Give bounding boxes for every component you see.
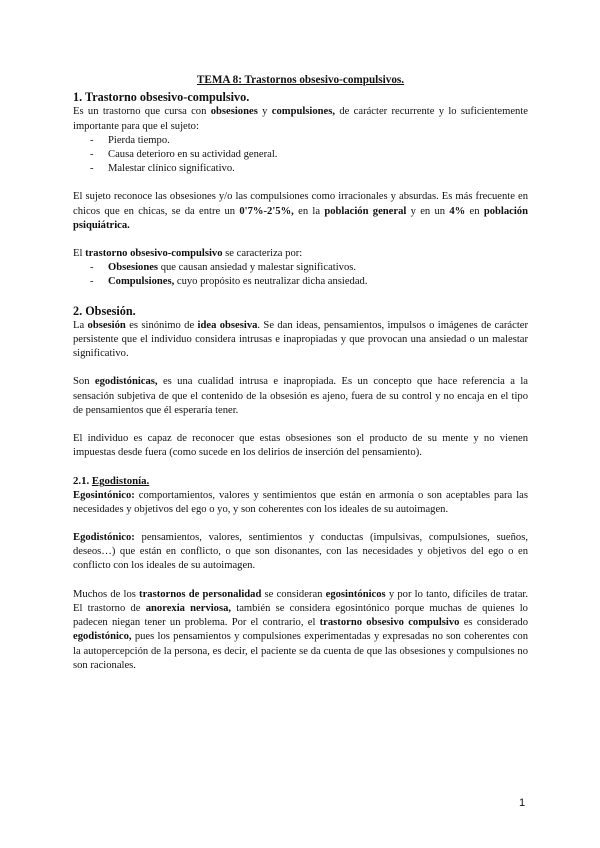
list-item: - Compulsiones, cuyo propósito es neutralizar dicha ansiedad. xyxy=(90,275,528,289)
section-2-1-heading: 2.1. Egodistonía. xyxy=(73,475,150,488)
list-item: - Causa deterioro en su actividad general. xyxy=(90,148,528,162)
list-item: - Malestar clínico significativo. xyxy=(90,162,528,176)
consequences-list xyxy=(73,134,528,177)
section-2-heading: 2. Obsesión. xyxy=(73,303,136,318)
section-2-paragraph-1: La obsesión es sinónimo de idea obsesiva. Se dan ideas, pensamientos, impulsos o imágenes de carácter persistente que el individuo considera intrusas e inapropiadas y que provocan una ansiedad o un malestar significativo. xyxy=(73,319,529,360)
section-1-heading: 1. Trastorno obsesivo-compulsivo. xyxy=(73,90,250,105)
document-title: TEMA 8: Trastornos obsesivo-compulsivos. xyxy=(196,74,405,86)
section-1-paragraph-3: El trastorno obsesivo-compulsivo se caracteriza por: xyxy=(73,248,303,260)
personality-disorders-paragraph: Muchos de los trastornos de personalidad se consideran egosintónicos y por lo tanto, difíciles de tratar. El trastorno de anorexia nerviosa, también se considera egosintónico porque muchas de quienes lo padecen niegan tener un problema. Por el contrario, el trastorno obsesivo compulsivo es considerado egodistónico, pues los pensamientos y compulsiones experimentadas y expresadas no son coherentes con la autopercepción de la persona, es decir, el paciente se da cuenta de que las obsesiones y compulsiones no son racionales. xyxy=(73,588,528,671)
list-item: - Pierda tiempo. xyxy=(90,134,528,148)
egosintonico-paragraph: Egosintónico: comportamientos, valores y sentimientos que están en armonía o son aceptables para las necesidades y objetivos del ego o yo, y son coherentes con los ideales de su autoimagen. xyxy=(73,489,528,515)
characteristics-list xyxy=(73,261,528,289)
section-1-paragraph-2: El sujeto reconoce las obsesiones y/o las compulsiones como irracionales y absurdas. Es más frecuente en chicos que en chicas, se da entre un 0'7%-2'5%, en la población general y en un 4% en población psiquiátrica. xyxy=(73,191,528,231)
egodistonico-paragraph: Egodistónico: pensamientos, valores, sentimientos y conductas (impulsivas, compulsiones, sueños, deseos…) que están en conflicto, o que son disonantes, con las necesidades y objetivos del ego o en conflicto con los ideales de su autoimagen. xyxy=(73,532,528,572)
page-number: 1 xyxy=(519,797,526,809)
section-2-paragraph-3: El individuo es capaz de reconocer que estas obsesiones son el producto de su mente y no vienen impuestas desde fuera (como sucede en los delirios de inserción del pensamiento). xyxy=(73,433,528,459)
section-1-paragraph-1: Es un trastorno que cursa con obsesiones y compulsiones, de carácter recurrente y lo suficientemente importante para que el sujeto: xyxy=(73,106,528,132)
document-page xyxy=(73,73,528,673)
section-2-paragraph-2: Son egodistónicas, es una cualidad intrusa e inapropiada. Es un concepto que hace referencia a la sensación subjetiva de que el contenido de la obsesión es ajeno, fuera de su control y no encaja en el tipo de pensamientos que él esperaría tener. xyxy=(73,376,528,416)
list-item: - Obsesiones que causan ansiedad y malestar significativos. xyxy=(90,261,528,275)
